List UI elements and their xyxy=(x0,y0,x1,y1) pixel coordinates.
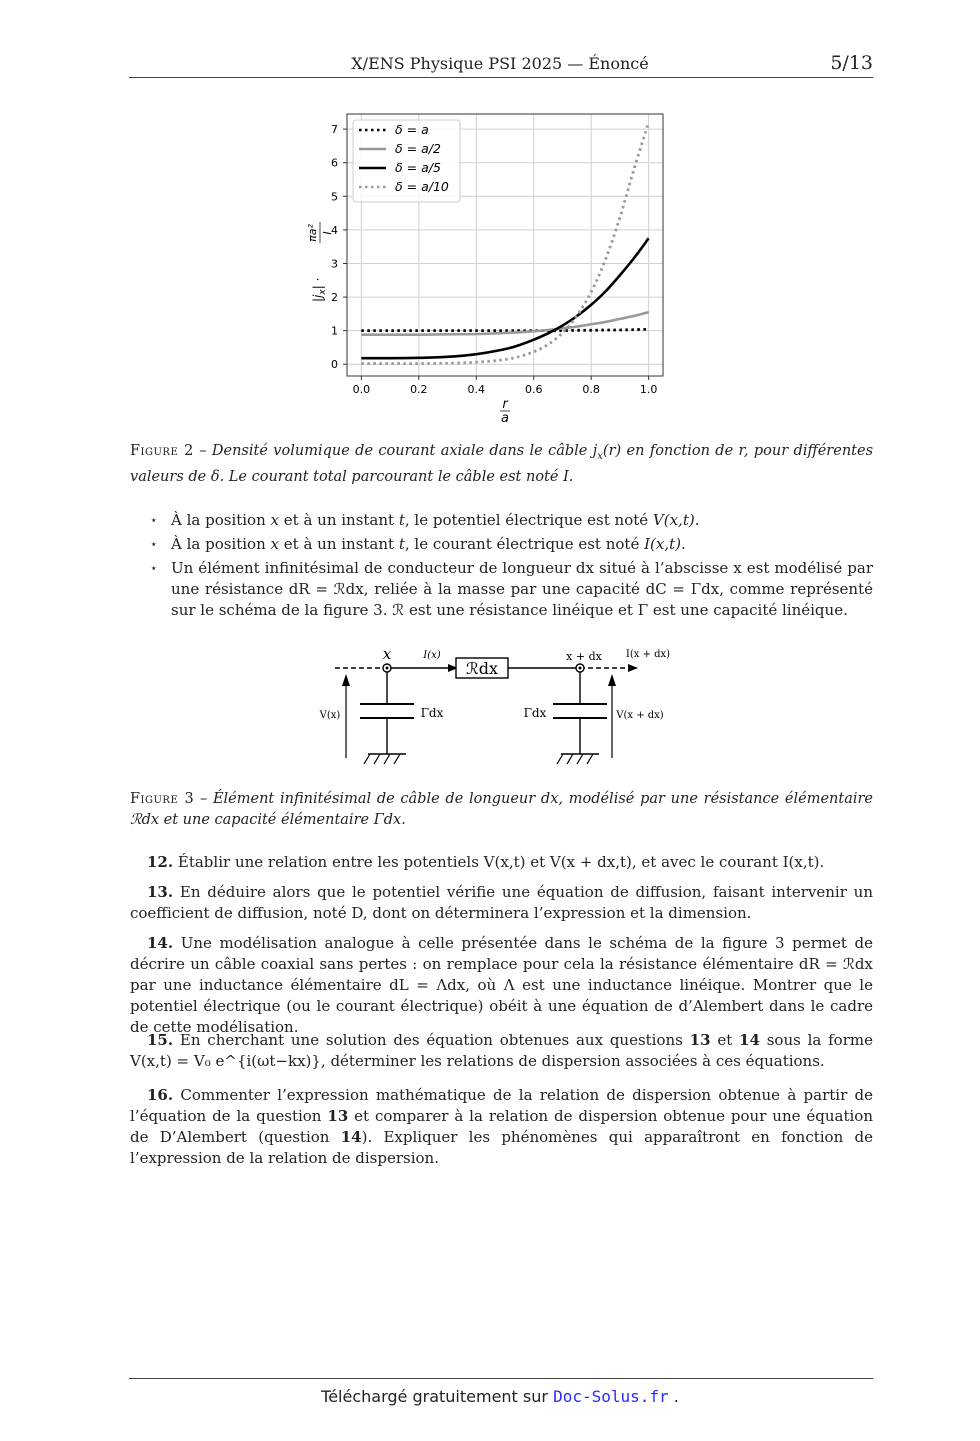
label-V-left: V(x) xyxy=(319,710,341,721)
x-axis-label-denominator: a xyxy=(501,411,509,426)
definitions-list xyxy=(150,510,873,624)
y-tick-label: 4 xyxy=(331,223,338,237)
header-rule xyxy=(129,77,873,78)
list-item: ⋆ Un élément infinitésimal de conducteur de longueur dx situé à l’abscisse x est modélisé par une résistance dR = ℛdx, reliée à la masse par une capacité dC = Γdx, comme représenté sur le schéma de la figure 3. ℛ est une résistance linéique et Γ est une capacité linéique. xyxy=(150,559,873,619)
figure-3-caption: Figure 3 – Élément infinitésimal de câble de longueur dx, modélisé par une résistance élémentaire ℛdx et une capacité élémentaire Γdx. xyxy=(130,791,874,828)
x-tick-label: 0.0 xyxy=(352,383,371,396)
question-13: 13. En déduire alors que le potentiel vérifie une équation de diffusion, faisant intervenir un coefficient de diffusion, noté D, dont on déterminera l’expression et la dimension. xyxy=(130,883,873,922)
current-density-chart xyxy=(300,110,680,430)
question-12: 12. Établir une relation entre les potentiels V(x,t) et V(x + dx,t), et avec le courant I(x,t). xyxy=(147,853,825,871)
y-tick-label: 2 xyxy=(331,291,338,305)
label-cap-left: Γdx xyxy=(420,706,444,720)
figure-2-caption: Figure 2 – Densité volumique de courant axiale dans le câble $j_x(r)$ en fonction de r, pour différentes valeurs de δ. Le courant total parcourant le câble est noté I. xyxy=(130,443,874,485)
y-label-sub: x xyxy=(318,289,328,295)
legend-label: δ = a/5 xyxy=(395,160,441,175)
x-axis-label-numerator: r xyxy=(502,397,508,412)
y-tick-label: 3 xyxy=(331,257,338,271)
page-number: 5/13 xyxy=(830,52,873,74)
footer-text: Téléchargé gratuitement sur xyxy=(321,1387,554,1406)
label-I-right: I(x + dx) xyxy=(625,649,671,660)
circuit-diagram xyxy=(310,640,690,780)
y-tick-label: 5 xyxy=(331,190,338,204)
question-16: 16. Commenter l’expression mathématique de la relation de dispersion obtenue à partir de l’équation de la question 13 et comparer à la relation de dispersion obtenue pour une équation de D’Alembert (question 14). Expliquer les phénomènes qui apparaîtront en fonction de l’expression de la relation de dispersion. xyxy=(130,1086,874,1167)
legend-label: δ = a/10 xyxy=(395,179,449,194)
y-tick-label: 0 xyxy=(331,358,338,372)
question-15: 15. En cherchant une solution des équation obtenues aux questions 13 et 14 sous la forme V(x,t) = V₀ e^{i(ωt−kx)}, déterminer les relations de dispersion associées à ces équations. xyxy=(130,1031,873,1070)
footer-link[interactable]: Doc-Solus.fr xyxy=(553,1387,669,1406)
y-tick-label: 7 xyxy=(331,123,338,137)
list-item: ⋆ À la position x et à un instant t, le courant électrique est noté I(x,t). xyxy=(150,535,686,553)
svg-text:|jx| · xyxy=(311,278,328,302)
label-x-plus-dx: x + dx xyxy=(566,650,602,663)
footer-rule xyxy=(129,1378,873,1379)
y-label-mid: | · xyxy=(311,277,325,290)
y-tick-label: 1 xyxy=(331,324,338,338)
label-x: x xyxy=(382,645,392,663)
x-tick-label: 0.4 xyxy=(467,383,486,396)
label-resistor: ℛdx xyxy=(465,659,499,678)
chart-legend xyxy=(353,120,460,202)
x-tick-label: 0.2 xyxy=(410,383,428,396)
y-tick-label: 6 xyxy=(331,156,338,170)
label-cap-right: Γdx xyxy=(523,706,547,720)
y-label-frac-num: πa² xyxy=(306,224,319,242)
question-14: 14. Une modélisation analogue à celle présentée dans le schéma de la figure 3 permet de décrire un câble coaxial sans pertes : on remplace pour cela la résistance élémentaire dR = ℛdx par une inductance élémentaire dL = Λdx, où Λ est une inductance linéique. Montrer que le potentiel électrique (ou le courant électrique) obéit à une équation de d’Alembert dans le cadre de cette modélisation. xyxy=(130,934,873,1036)
legend-label: δ = a/2 xyxy=(395,141,441,156)
label-I-left: I(x) xyxy=(423,650,441,661)
y-axis-label xyxy=(306,222,334,302)
list-item: ⋆ À la position x et à un instant t, le potentiel électrique est noté V(x,t). xyxy=(150,511,700,529)
label-V-right: V(x + dx) xyxy=(616,710,664,721)
running-header-title: X/ENS Physique PSI 2025 — Énoncé xyxy=(351,54,649,73)
x-tick-label: 0.8 xyxy=(582,383,600,396)
footer: Téléchargé gratuitement sur Doc-Solus.fr . xyxy=(321,1387,679,1406)
y-label-abs: |j xyxy=(311,294,325,302)
figure-3-label: Figure 3 xyxy=(130,791,195,807)
x-tick-label: 0.6 xyxy=(524,383,543,396)
figure-2-label: Figure 2 xyxy=(130,443,194,459)
y-label-frac-den: I xyxy=(321,231,334,235)
legend-label: δ = a xyxy=(395,122,429,137)
series-line-2 xyxy=(361,238,648,358)
x-tick-label: 1.0 xyxy=(639,383,658,396)
